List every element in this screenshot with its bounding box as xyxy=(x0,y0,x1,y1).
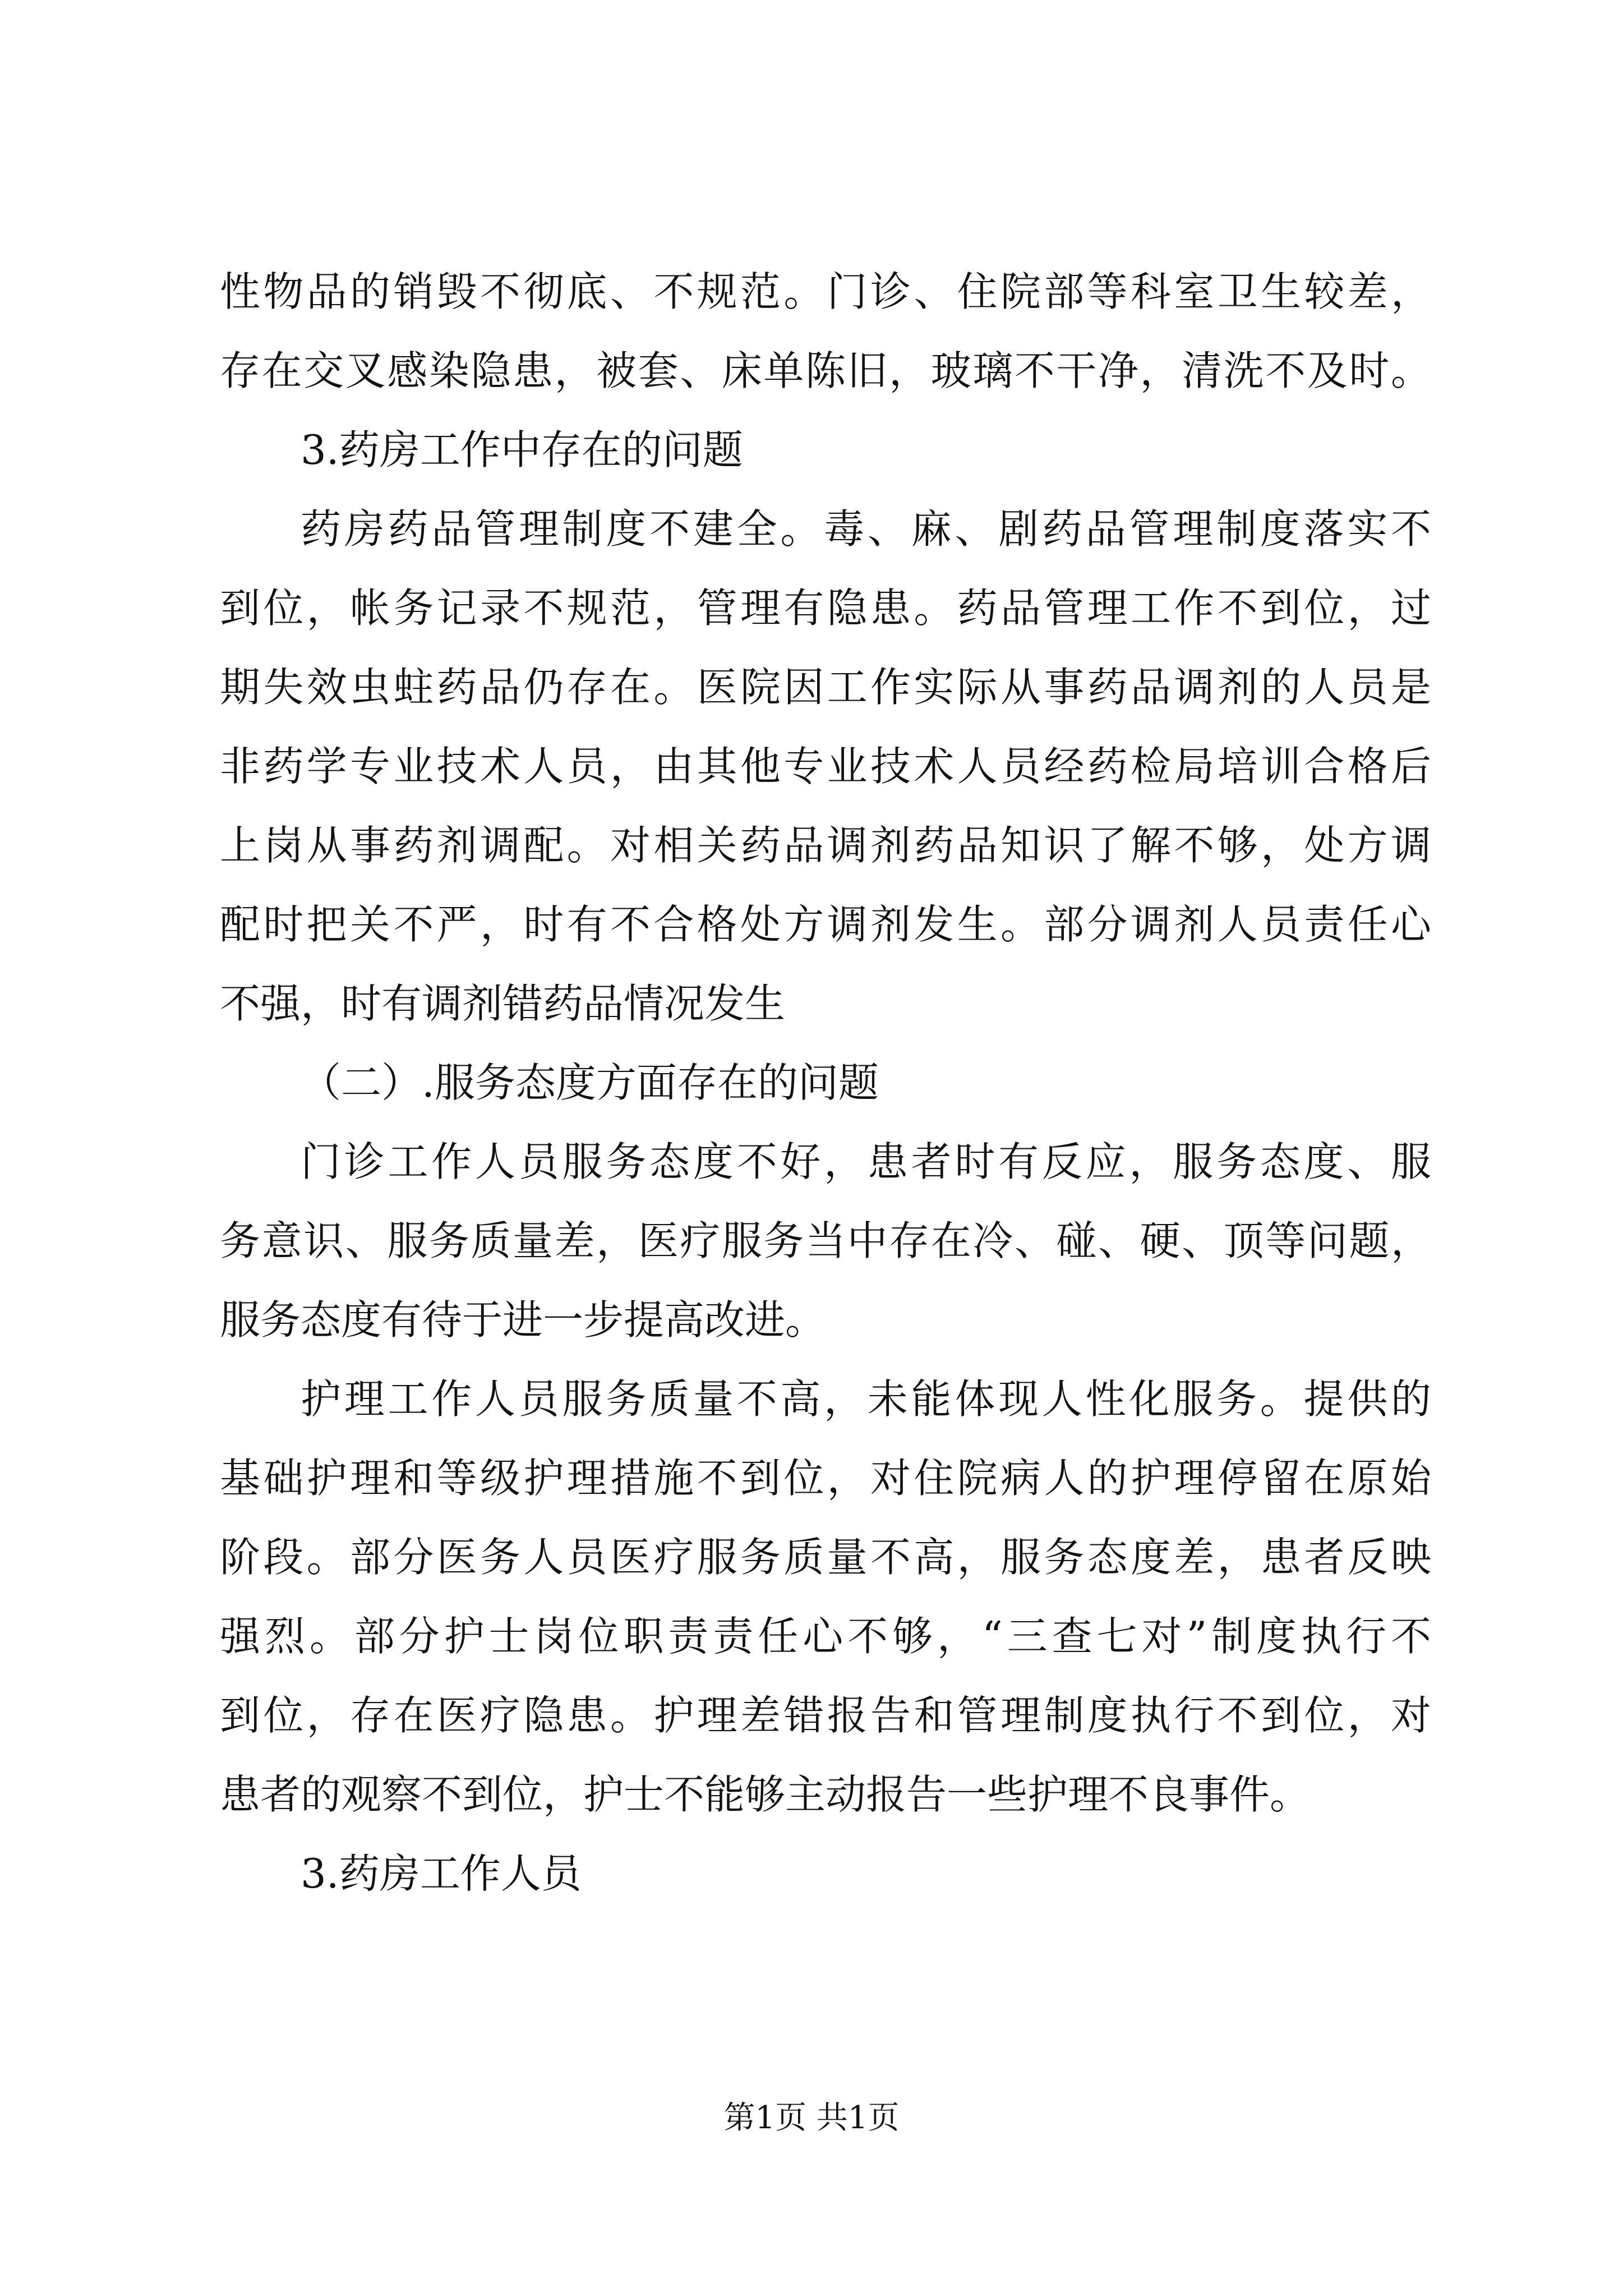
paragraph-line: 门诊工作人员服务态度不好，患者时有反应，服务态度、服 xyxy=(301,1138,1431,1185)
paragraph-line: 不强，时有调剂错药品情况发生 xyxy=(220,980,786,1027)
section-heading: 3.药房工作人员 xyxy=(301,1850,582,1897)
paragraph-line: 患者的观察不到位，护士不能够主动报告一些护理不良事件。 xyxy=(220,1771,1311,1818)
paragraph-line: 到位，存在医疗隐患。护理差错报告和管理制度执行不到位，对 xyxy=(220,1692,1431,1739)
paragraph-line: 上岗从事药剂调配。对相关药品调剂药品知识了解不够，处方调 xyxy=(220,822,1431,869)
paragraph-line: 务意识、服务质量差，医疗服务当中存在冷、碰、硬、顶等问题， xyxy=(220,1217,1431,1264)
paragraph-line: 强烈。部分护士岗位职责责任心不够，“三查七对”制度执行不 xyxy=(220,1613,1431,1660)
section-heading: 3.药房工作中存在的问题 xyxy=(301,426,743,473)
paragraph-line: 存在交叉感染隐患，被套、床单陈旧，玻璃不干净，清洗不及时。 xyxy=(220,347,1431,394)
paragraph-line: 期失效虫蛀药品仍存在。医院因工作实际从事药品调剂的人员是 xyxy=(220,664,1431,711)
paragraph-line: 药房药品管理制度不建全。毒、麻、剧药品管理制度落实不 xyxy=(301,505,1431,553)
paragraph-line: 性物品的销毁不彻底、不规范。门诊、住院部等科室卫生较差， xyxy=(220,268,1431,315)
paragraph-line: 服务态度有待于进一步提高改进。 xyxy=(220,1296,826,1343)
page-footer: 第1页 共1页 xyxy=(723,2100,900,2136)
paragraph-line: 配时把关不严，时有不合格处方调剂发生。部分调剂人员责任心 xyxy=(220,901,1431,948)
section-heading: （二）.服务态度方面存在的问题 xyxy=(301,1059,879,1106)
paragraph-line: 非药学专业技术人员，由其他专业技术人员经药检局培训合格后 xyxy=(220,743,1431,790)
paragraph-line: 基础护理和等级护理措施不到位，对住院病人的护理停留在原始 xyxy=(220,1455,1431,1502)
paragraph-line: 到位，帐务记录不规范，管理有隐患。药品管理工作不到位，过 xyxy=(220,585,1431,632)
paragraph-line: 护理工作人员服务质量不高，未能体现人性化服务。提供的 xyxy=(301,1375,1431,1423)
paragraph-line: 阶段。部分医务人员医疗服务质量不高，服务态度差，患者反映 xyxy=(220,1534,1431,1581)
